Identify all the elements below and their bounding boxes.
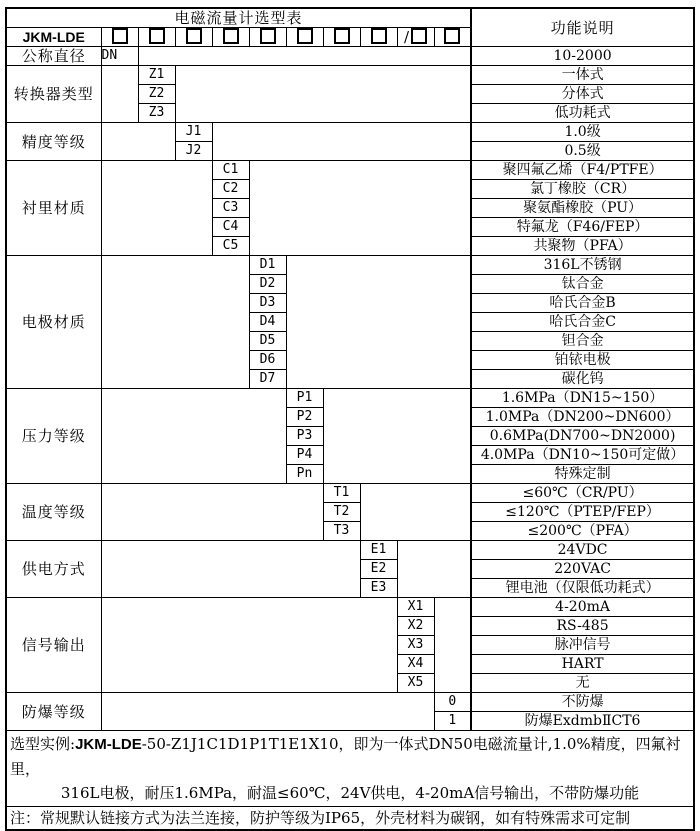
desc-cell: 1.0MPa（DN200~DN600）	[471, 408, 694, 427]
checkbox-icon	[260, 28, 276, 44]
section-power	[6, 541, 694, 560]
desc-cell: 316L不锈钢	[471, 256, 694, 275]
section-label: 供电方式	[6, 541, 101, 598]
desc-cell: 低功耗式	[471, 104, 694, 123]
code-slot-electrode	[249, 28, 286, 47]
code-cell: D6	[249, 351, 286, 370]
section-label: 防爆等级	[6, 693, 101, 731]
blank-cell	[212, 123, 471, 161]
desc-cell: 铂铱电极	[471, 351, 694, 370]
selection-table	[5, 7, 695, 831]
example-prefix: 选型实例:	[10, 735, 76, 753]
blank-cell	[101, 66, 138, 123]
code-cell: E3	[360, 579, 397, 598]
code-cell: Z1	[138, 66, 175, 85]
checkbox-icon	[149, 28, 165, 44]
desc-cell: 不防爆	[471, 693, 694, 712]
checkbox-icon	[223, 28, 239, 44]
code-slot-exproof	[434, 28, 471, 47]
section-pressure	[6, 389, 694, 408]
title-row	[6, 8, 694, 28]
blank-cell	[101, 541, 360, 598]
desc-cell: 24VDC	[471, 541, 694, 560]
code-cell: P3	[286, 427, 323, 446]
desc-cell: 分体式	[471, 85, 694, 104]
code-slot-temperature	[323, 28, 360, 47]
desc-cell: 钽合金	[471, 332, 694, 351]
code-cell: T2	[323, 503, 360, 522]
code-cell: Z2	[138, 85, 175, 104]
code-cell: C1	[212, 161, 249, 180]
section-label: 压力等级	[6, 389, 101, 484]
section-label: 温度等级	[6, 484, 101, 541]
code-cell: J2	[175, 142, 212, 161]
desc-cell: 特殊定制	[471, 465, 694, 484]
code-cell: C3	[212, 199, 249, 218]
example-model-bold: JKM-LDE	[75, 736, 142, 753]
example-rest: -50-Z1J1C1D1P1T1E1X10，即为一体式DN50电磁流量计,1.0%精度，四氟衬里，	[10, 735, 681, 778]
code-cell: C2	[212, 180, 249, 199]
desc-cell: 4.0MPa（DN10~150可定做）	[471, 446, 694, 465]
desc-cell: 特氟龙（F46/FEP）	[471, 218, 694, 237]
section-lining	[6, 161, 694, 180]
desc-cell: 无	[471, 674, 694, 693]
desc-cell: 哈氏合金B	[471, 294, 694, 313]
desc-cell: 0.5级	[471, 142, 694, 161]
desc-cell: 1.0级	[471, 123, 694, 142]
function-header: 功能说明	[471, 8, 694, 47]
blank-cell	[434, 598, 471, 693]
table-title: 电磁流量计选型表	[6, 8, 471, 28]
desc-cell: 聚四氟乙烯（F4/PTFE）	[471, 161, 694, 180]
section-label: 电极材质	[6, 256, 101, 389]
blank-cell	[286, 256, 471, 389]
blank-cell	[101, 161, 212, 256]
section-label: 公称直径	[6, 47, 101, 66]
code-cell: X2	[397, 617, 434, 636]
code-cell: D5	[249, 332, 286, 351]
section-temperature	[6, 484, 694, 503]
desc-cell: 碳化钨	[471, 370, 694, 389]
model-prefix: JKM-LDE	[6, 28, 101, 47]
checkbox-icon	[334, 28, 350, 44]
checkbox-icon	[371, 28, 387, 44]
code-cell: 1	[434, 712, 471, 731]
code-slot-lining	[212, 28, 249, 47]
section-label: 信号输出	[6, 598, 101, 693]
desc-cell: RS-485	[471, 617, 694, 636]
desc-cell: HART	[471, 655, 694, 674]
desc-cell: ≤60℃（CR/PU）	[471, 484, 694, 503]
desc-cell: ≤200℃（PFA）	[471, 522, 694, 541]
code-cell: T1	[323, 484, 360, 503]
checkbox-icon	[186, 28, 202, 44]
desc-cell: 钛合金	[471, 275, 694, 294]
section-converter	[6, 66, 694, 85]
code-cell: X3	[397, 636, 434, 655]
blank-cell	[101, 256, 249, 389]
code-slot-pressure	[286, 28, 323, 47]
desc-cell: 防爆ExdmbⅡCT6	[471, 712, 694, 731]
code-cell: X5	[397, 674, 434, 693]
code-cell: E2	[360, 560, 397, 579]
blank-cell	[323, 389, 471, 484]
note-row	[6, 807, 694, 831]
checkbox-icon	[112, 28, 128, 44]
code-cell: E1	[360, 541, 397, 560]
code-slot-signal	[397, 28, 434, 47]
code-cell: P4	[286, 446, 323, 465]
code-cell: D1	[249, 256, 286, 275]
section-dn	[6, 47, 694, 66]
desc-cell: 1.6MPa（DN15~150）	[471, 389, 694, 408]
blank-cell	[360, 484, 471, 541]
blank-cell	[397, 541, 471, 598]
section-label: 转换器类型	[6, 66, 101, 123]
desc-cell: 4-20mA	[471, 598, 694, 617]
desc-cell: 聚氨酯橡胶（PU）	[471, 199, 694, 218]
code-cell: P2	[286, 408, 323, 427]
desc-cell: 10-2000	[471, 47, 694, 66]
desc-cell: 脉冲信号	[471, 636, 694, 655]
code-cell: P1	[286, 389, 323, 408]
checkbox-icon	[444, 28, 460, 44]
desc-cell: 共聚物（PFA）	[471, 237, 694, 256]
blank-cell	[101, 389, 286, 484]
section-exproof	[6, 693, 694, 712]
code-slot-power	[360, 28, 397, 47]
desc-cell: 一体式	[471, 66, 694, 85]
code-slot-converter	[138, 28, 175, 47]
code-cell: T3	[323, 522, 360, 541]
code-cell: D2	[249, 275, 286, 294]
checkbox-icon	[297, 28, 313, 44]
blank-cell	[175, 66, 471, 123]
desc-cell: 锂电池（仅限低功耗式）	[471, 579, 694, 598]
blank-cell	[138, 47, 471, 66]
section-electrode	[6, 256, 694, 275]
example-row	[6, 731, 694, 807]
code-cell: Pn	[286, 465, 323, 484]
desc-cell: ≤120℃（PTEP/FEP）	[471, 503, 694, 522]
code-slot-accuracy	[175, 28, 212, 47]
section-label: 精度等级	[6, 123, 101, 161]
desc-cell: 220VAC	[471, 560, 694, 579]
checkbox-icon	[411, 28, 427, 44]
section-label: 衬里材质	[6, 161, 101, 256]
code-cell: X4	[397, 655, 434, 674]
example-line-1	[10, 732, 690, 781]
blank-cell	[101, 484, 323, 541]
example-line-2: 316L电极，耐压1.6MPa，耐温≤60℃，24V供电，4-20mA信号输出，不带防爆功能	[60, 784, 640, 802]
slash-separator: /	[403, 28, 410, 46]
code-slot-dn	[101, 28, 138, 47]
desc-cell: 氯丁橡胶（CR）	[471, 180, 694, 199]
blank-cell	[249, 161, 471, 256]
code-cell: Z3	[138, 104, 175, 123]
code-cell: D7	[249, 370, 286, 389]
code-cell: DN	[101, 47, 138, 66]
blank-cell	[101, 598, 397, 693]
code-cell: X1	[397, 598, 434, 617]
default-config-note: 注：常规默认链接方式为法兰连接，防护等级为IP65，外壳材料为碳钢，如有特殊需求可定制	[6, 807, 694, 831]
section-signal	[6, 598, 694, 617]
desc-cell: 哈氏合金C	[471, 313, 694, 332]
section-accuracy	[6, 123, 694, 142]
code-cell: C4	[212, 218, 249, 237]
blank-cell	[101, 123, 175, 161]
code-cell: 0	[434, 693, 471, 712]
code-cell: D3	[249, 294, 286, 313]
desc-cell: 0.6MPa(DN700~DN2000)	[471, 427, 694, 446]
code-cell: J1	[175, 123, 212, 142]
blank-cell	[101, 693, 434, 731]
selection-example	[6, 731, 694, 807]
code-cell: C5	[212, 237, 249, 256]
code-cell: D4	[249, 313, 286, 332]
